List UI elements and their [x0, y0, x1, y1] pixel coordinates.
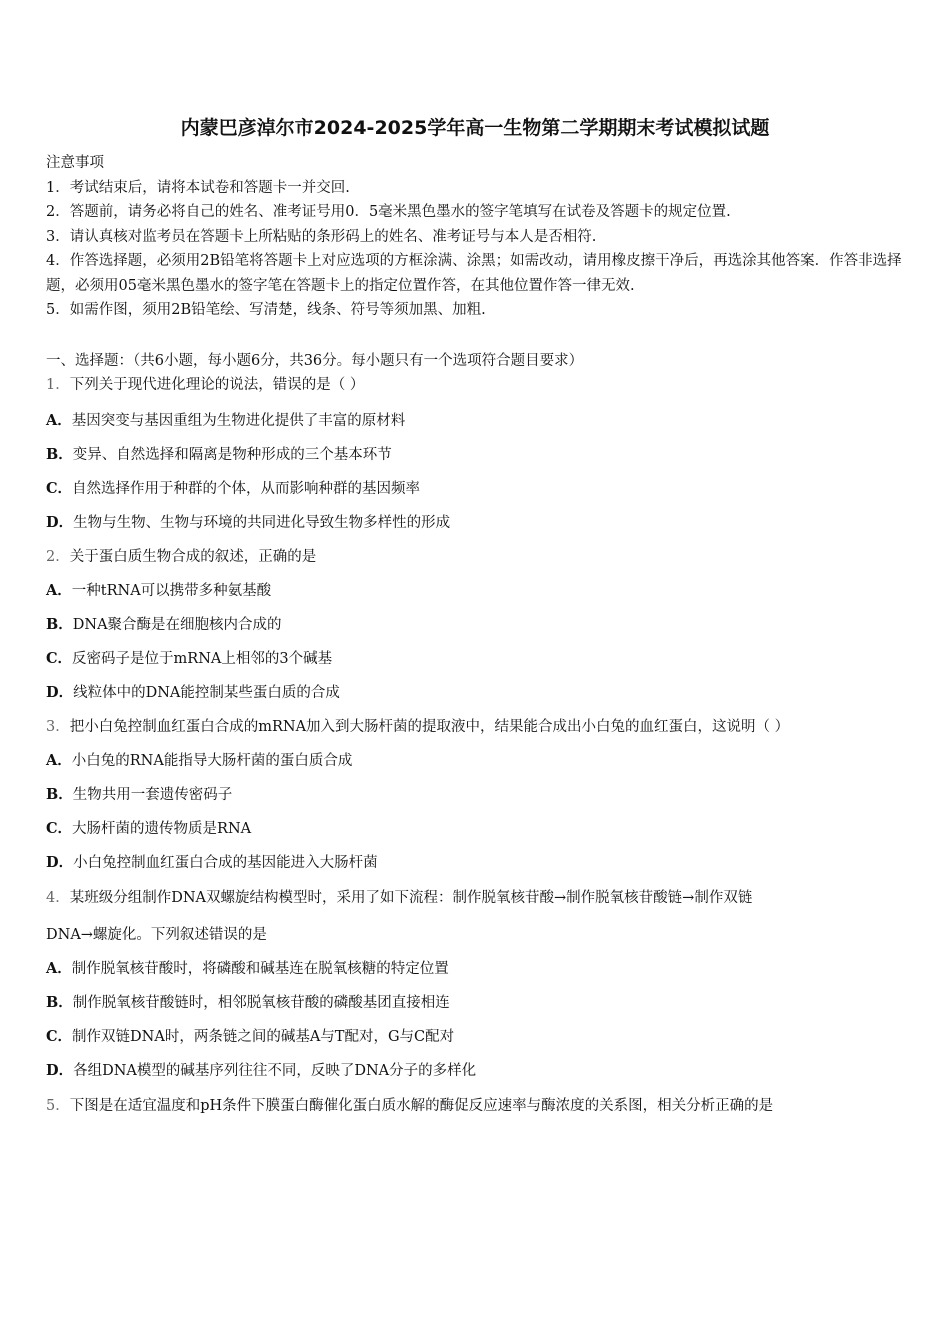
option-3d: [46, 851, 906, 872]
option-4c: [46, 1025, 906, 1046]
notes-item: 1．考试结束后，请将本试卷和答题卡一并交回.: [46, 179, 350, 196]
option-text: 制作脱氧核苷酸链时，相邻脱氧核苷酸的磷酸基团直接相连: [72, 995, 450, 1011]
question-text: 下列关于现代进化理论的说法，错误的是（ ）: [69, 377, 365, 393]
option-label: D．: [46, 854, 74, 871]
question-number: 1．: [46, 377, 70, 393]
question-number: 4．: [46, 890, 70, 906]
option-label: B．: [46, 786, 73, 803]
option-4d: [46, 1059, 906, 1080]
question-number: 2．: [46, 549, 70, 565]
option-label: A．: [46, 752, 72, 769]
question-5: [46, 1094, 906, 1115]
section-heading: 一、选择题：（共6小题，每小题6分，共36分。每小题只有一个选项符合题目要求）: [46, 353, 584, 369]
option-label: D．: [46, 1062, 74, 1079]
option-text: 一种tRNA可以携带多种氨基酸: [71, 583, 272, 599]
option-label: B．: [46, 616, 73, 633]
option-label: C．: [46, 820, 73, 837]
option-text: 小白兔的RNA能指导大肠杆菌的蛋白质合成: [71, 753, 353, 769]
question-text: 把小白兔控制血红蛋白合成的mRNA加入到大肠杆菌的提取液中，结果能合成出小白兔的血红蛋白，这说明（ ）: [69, 719, 790, 735]
notes-item: 2．答题前，请务必将自己的姓名、准考证号用0．5毫米黑色墨水的签字笔填写在试卷及答题卡的规定位置.: [46, 204, 731, 220]
option-text: DNA聚合酶是在细胞核内合成的: [72, 617, 282, 633]
option-text: 生物共用一套遗传密码子: [72, 787, 233, 803]
option-1b: [46, 443, 906, 464]
option-text: 自然选择作用于种群的个体，从而影响种群的基因频率: [72, 481, 421, 497]
notes-item: 3．请认真核对监考员在答题卡上所粘贴的条形码上的姓名、准考证号与本人是否相符.: [46, 228, 597, 245]
option-text: 线粒体中的DNA能控制某些蛋白质的合成: [73, 685, 340, 701]
notes-item: 5．如需作图，须用2B铅笔绘、写清楚，线条、符号等须加黑、加粗.: [46, 302, 486, 318]
option-1c: [46, 477, 906, 498]
question-4: [46, 886, 906, 907]
option-3c: [46, 817, 906, 838]
option-label: A．: [46, 412, 72, 429]
page-title: 内蒙巴彦淖尔市2024-2025学年高一生物第二学期期末考试模拟试题: [180, 117, 770, 139]
notes-heading: 注意事项: [46, 155, 104, 171]
notes-block: [46, 151, 906, 323]
option-label: C．: [46, 1028, 73, 1045]
option-1d: [46, 511, 906, 532]
question-text: 某班级分组制作DNA双螺旋结构模型时，采用了如下流程：制作脱氧核苷酸→制作脱氧核苷酸链→制作双链: [69, 890, 753, 906]
option-label: B．: [46, 446, 73, 463]
option-label: A．: [46, 960, 72, 977]
option-3a: [46, 749, 906, 770]
option-label: C．: [46, 480, 73, 497]
question-text: 下图是在适宜温度和pH条件下膜蛋白酶催化蛋白质水解的酶促反应速率与酶浓度的关系图，相关分析正确的是: [69, 1098, 774, 1114]
question-number: 3．: [46, 719, 70, 735]
question-1: [46, 373, 906, 394]
question-2: [46, 545, 906, 566]
option-text: 大肠杆菌的遗传物质是RNA: [72, 821, 252, 837]
option-text: 基因突变与基因重组为生物进化提供了丰富的原材料: [71, 413, 406, 429]
option-text: 小白兔控制血红蛋白合成的基因能进入大肠杆菌: [73, 855, 378, 871]
option-label: B．: [46, 994, 73, 1011]
question-number: 5．: [46, 1098, 70, 1114]
option-text: 变异、自然选择和隔离是物种形成的三个基本环节: [72, 447, 392, 463]
option-label: C．: [46, 650, 73, 667]
option-text: 制作脱氧核苷酸时，将磷酸和碱基连在脱氧核糖的特定位置: [71, 961, 449, 977]
option-2b: [46, 613, 906, 634]
question-3: [46, 715, 906, 736]
option-3b: [46, 783, 906, 804]
option-text: 各组DNA模型的碱基序列往往不同，反映了DNA分子的多样化: [73, 1063, 477, 1079]
option-label: A．: [46, 582, 72, 599]
question-text: 关于蛋白质生物合成的叙述，正确的是: [69, 549, 317, 565]
option-2d: [46, 681, 906, 702]
option-2a: [46, 579, 906, 600]
option-label: D．: [46, 684, 74, 701]
option-text: 制作双链DNA时，两条链之间的碱基A与T配对，G与C配对: [72, 1029, 455, 1045]
option-label: D．: [46, 514, 74, 531]
question-4-continued: [46, 923, 906, 944]
question-text: DNA→螺旋化。下列叙述错误的是: [46, 927, 267, 943]
option-text: 反密码子是位于mRNA上相邻的3个碱基: [72, 651, 333, 667]
option-4a: [46, 957, 906, 978]
option-1a: [46, 409, 906, 430]
option-text: 生物与生物、生物与环境的共同进化导致生物多样性的形成: [73, 515, 451, 531]
option-2c: [46, 647, 906, 668]
notes-item: 4．作答选择题，必须用2B铅笔将答题卡上对应选项的方框涂满、涂黑；如需改动，请用橡皮擦干净后，再选涂其他答案．作答非选择题，必须用05毫米黑色墨水的签字笔在答题卡上的指定位置作答，在其他位置作答一律无效.: [46, 253, 902, 294]
option-4b: [46, 991, 906, 1012]
